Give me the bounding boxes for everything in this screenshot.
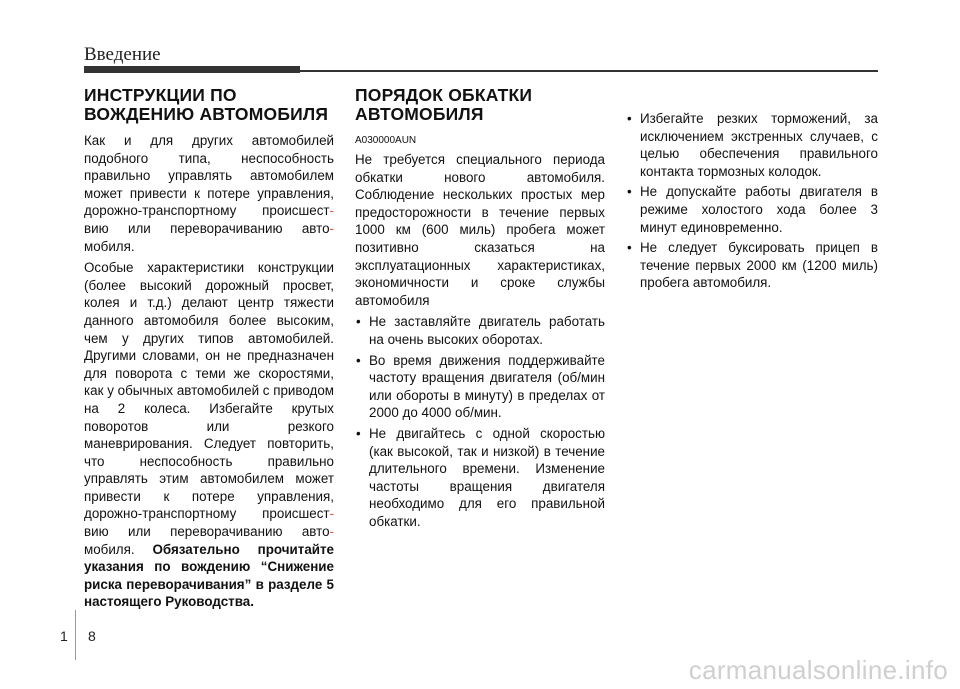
header-rule xyxy=(300,70,878,72)
list-item-text: Не следует буксировать прицеп в течение первых 2000 км (1200 миль) пробега автомобиля. xyxy=(640,240,878,291)
hyphen-mark: - xyxy=(329,506,334,522)
break-in-intro: Не требуется специального периода обкатки нового автомобиля. Соблюдение нескольких простых мер предосторожности в течение первых 1000 км (600 миль) пробега может позитивно сказаться на эксплуатационных характеристиках, экономичности и сроке службы автомобиля xyxy=(355,152,605,308)
bullet-icon: • xyxy=(627,240,632,256)
p1-text-c: мобиля. xyxy=(84,238,135,254)
paragraph-2 xyxy=(84,259,334,611)
list-item-text: Не заставляйте двигатель работать на очень высоких оборотах. xyxy=(369,314,605,347)
list-item xyxy=(626,110,878,180)
column-driving-instructions xyxy=(84,86,334,615)
reference-code: A030000AUN xyxy=(355,135,417,146)
bullet-icon: • xyxy=(356,352,361,368)
p2-text-b: вию или переворачиванию авто xyxy=(84,524,330,540)
heading-break-in: ПОРЯДОК ОБКАТКИ АВТОМОБИЛЯ xyxy=(355,85,533,124)
bullet-icon: • xyxy=(627,184,632,200)
list-item xyxy=(355,313,605,348)
hyphen-mark: - xyxy=(329,203,334,219)
column-break-in-continued xyxy=(626,110,878,295)
list-item-text: Избегайте резких торможений, за исключением экстренных случаев, с целью обеспечения правильного контакта тормозных колодок. xyxy=(640,111,878,179)
hyphen-mark: - xyxy=(329,524,334,540)
footer-divider xyxy=(75,610,76,660)
list-item xyxy=(355,425,605,531)
list-item-text: Не допускайте работы двигателя в режиме холостого хода более 3 минут единовременно. xyxy=(640,184,878,235)
p2-text-c: мобиля. xyxy=(84,541,153,557)
paragraph-1 xyxy=(84,132,334,255)
section-label: Введение xyxy=(84,44,161,65)
break-in-list xyxy=(355,313,605,530)
list-item xyxy=(355,352,605,422)
watermark: carmanualsonline.info xyxy=(688,655,948,685)
heading-line-1: ИНСТРУКЦИИ ПО xyxy=(84,85,237,105)
p1-text-b: вию или переворачиванию авто xyxy=(84,220,330,236)
list-item-text: Не двигайтесь с одной скоростью (как высокой, так и низкой) в течение длительного времени. Изменение частоты вращения двигателя необходимо для его правильной обкатки. xyxy=(369,425,605,529)
p1-text-a: Как и для других автомобилей подобного типа, неспособность правильно управлять автомобилем может привести к потере управления, дорожно-транспортному происшест xyxy=(84,133,334,219)
bullet-icon: • xyxy=(356,425,361,441)
p2-text-a: Особые характеристики конструкции (более высокий дорожный просвет, колея и т.д.) делают центр тяжести данного автомобиля более высоким, чем у других типов автомобилей. Другими словами, он не предназначен для поворота с теми же скоростями, как у обычных автомобилей с приводом на 2 колеса. Избегайте крутых поворотов или резкого маневрирования. Следует повторить, что неспособность правильно управлять этим автомобилем может привести к потере управления, дорожно-транспортному происшест xyxy=(84,260,334,522)
list-item xyxy=(626,183,878,236)
heading-driving-instructions xyxy=(84,86,334,124)
heading-line-2: ВОЖДЕНИЮ АВТОМОБИЛЯ xyxy=(84,104,329,124)
page-number: 8 xyxy=(88,628,96,644)
p2-bold-note: Обязательно прочитайте указания по вождению “Снижение риска переворачивания” в разделе 5 настоящего Руководства. xyxy=(84,541,334,610)
header-rule-thick xyxy=(84,66,300,73)
bullet-icon: • xyxy=(356,314,361,330)
break-in-list-continued xyxy=(626,110,878,292)
hyphen-mark: - xyxy=(329,220,334,236)
list-item-text: Во время движения поддерживайте частоту вращения двигателя (об/мин или обороты в минуту) в пределах от 2000 до 4000 об/мин. xyxy=(369,352,605,421)
bullet-icon: • xyxy=(627,111,632,126)
column-break-in xyxy=(355,86,605,533)
list-item xyxy=(626,239,878,292)
page-section-number: 1 xyxy=(60,628,68,644)
